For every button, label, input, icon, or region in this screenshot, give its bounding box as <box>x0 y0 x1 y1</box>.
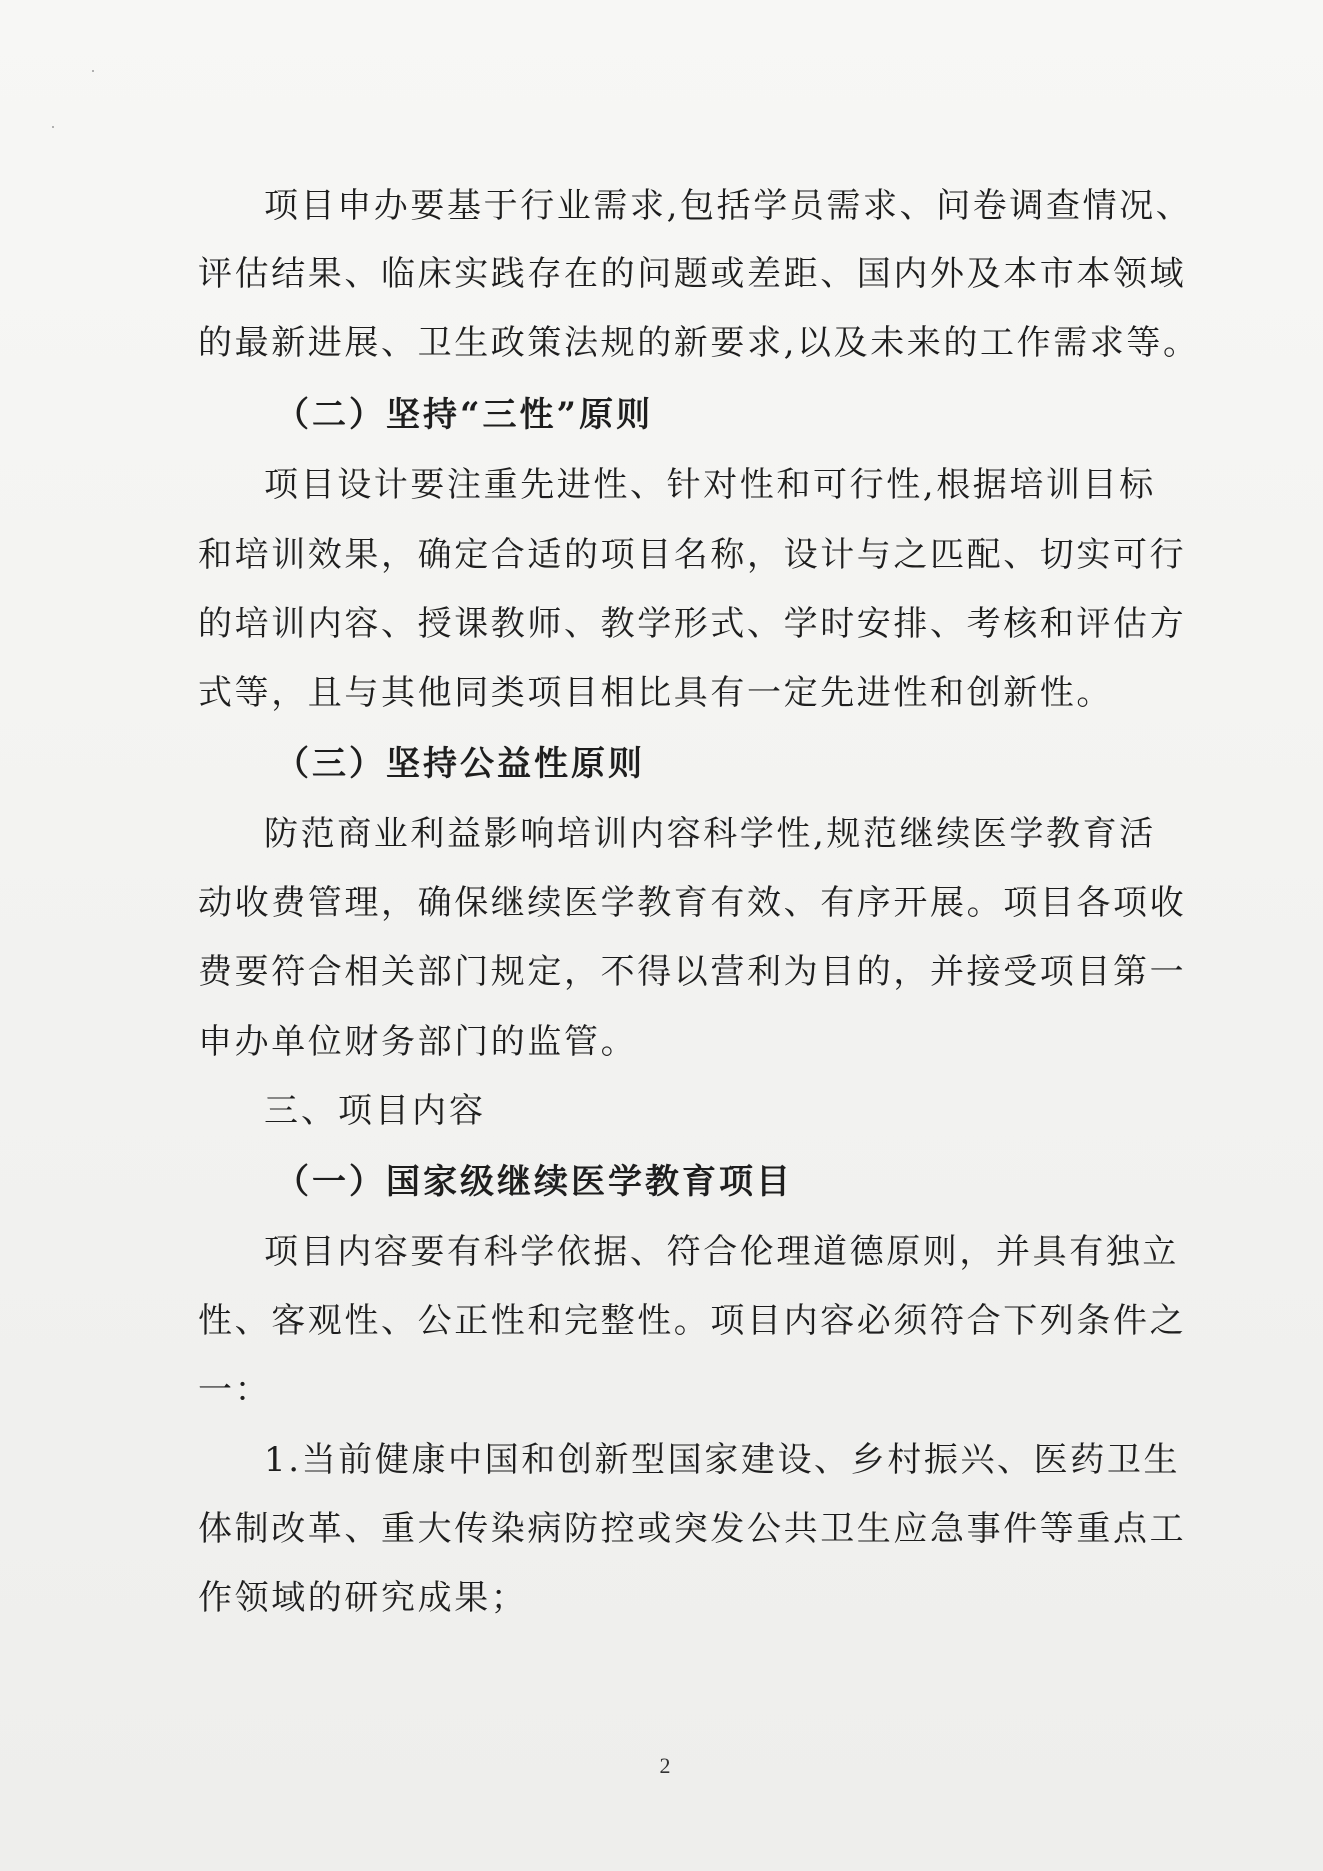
paragraph-line: 申办单位财务部门的监管。 <box>198 1022 638 1062</box>
paragraph-line: 评估结果、临床实践存在的问题或差距、国内外及本市本领域 <box>198 254 1187 294</box>
list-item-line: 体制改革、重大传染病防控或突发公共卫生应急事件等重点工 <box>198 1509 1187 1549</box>
paragraph-line: 一： <box>198 1370 272 1410</box>
scan-speck <box>52 126 54 128</box>
paragraph-line: 项目申办要基于行业需求,包括学员需求、问卷调查情况、 <box>264 186 1193 226</box>
list-item-line: 1.当前健康中国和创新型国家建设、乡村振兴、医药卫生 <box>264 1440 1181 1480</box>
paragraph-line: 项目设计要注重先进性、针对性和可行性,根据培训目标 <box>264 465 1156 505</box>
scan-speck <box>92 70 94 72</box>
page-number: 2 <box>659 1753 671 1778</box>
list-item-line: 作领域的研究成果； <box>198 1578 528 1618</box>
subsection-heading: （二）坚持“三性”原则 <box>275 395 654 435</box>
paragraph-line: 式等，且与其他同类项目相比具有一定先进性和创新性。 <box>198 673 1113 713</box>
paragraph-line: 防范商业利益影响培训内容科学性,规范继续医学教育活 <box>264 814 1156 854</box>
paragraph-line: 动收费管理，确保继续医学教育有效、有序开展。项目各项收 <box>198 883 1187 923</box>
paragraph-line: 和培训效果，确定合适的项目名称，设计与之匹配、切实可行 <box>198 535 1187 575</box>
paragraph-line: 项目内容要有科学依据、符合伦理道德原则，并具有独立 <box>264 1232 1179 1272</box>
paragraph-line: 的培训内容、授课教师、教学形式、学时安排、考核和评估方 <box>198 604 1187 644</box>
paragraph-line: 的最新进展、卫生政策法规的新要求,以及未来的工作需求等。 <box>198 323 1200 363</box>
paragraph-line: 费要符合相关部门规定，不得以营利为目的，并接受项目第一 <box>198 952 1187 992</box>
section-heading: 三、项目内容 <box>264 1091 486 1131</box>
paragraph-line: 性、客观性、公正性和完整性。项目内容必须符合下列条件之 <box>198 1301 1187 1341</box>
subsection-heading: （三）坚持公益性原则 <box>275 744 645 784</box>
subsection-heading: （一）国家级继续医学教育项目 <box>275 1162 793 1202</box>
